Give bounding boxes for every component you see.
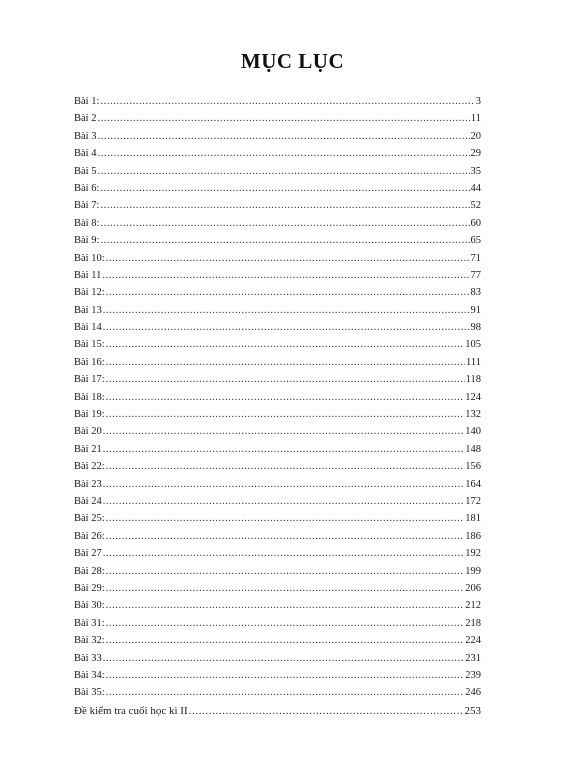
toc-entry-label: Bài 32: <box>74 635 105 647</box>
table-of-contents <box>74 93 481 720</box>
toc-entry-label: Bài 12: <box>74 287 105 299</box>
toc-entry-label: Bài 14 <box>74 322 102 334</box>
toc-entry-page-number: 105 <box>465 339 481 351</box>
toc-dot-leader <box>106 458 465 475</box>
toc-dot-leader <box>189 703 464 720</box>
toc-entry[interactable] <box>74 703 481 720</box>
toc-entry-page-number: 181 <box>465 513 481 525</box>
toc-entry-label: Bài 7: <box>74 200 100 212</box>
toc-entry-page-number: 224 <box>465 635 481 647</box>
toc-entry[interactable] <box>74 302 481 319</box>
toc-entry-page-number: 246 <box>465 687 481 699</box>
toc-entry-page-number: 29 <box>470 148 481 160</box>
toc-dot-leader <box>97 145 469 162</box>
toc-entry[interactable] <box>74 215 481 232</box>
toc-entry-page-number: 35 <box>470 165 481 177</box>
toc-entry-label: Bài 30: <box>74 600 105 612</box>
toc-entry-label: Bài 35: <box>74 687 105 699</box>
toc-dot-leader <box>100 180 469 197</box>
toc-dot-leader <box>106 563 465 580</box>
toc-dot-leader <box>103 476 465 493</box>
toc-entry-label: Bài 24 <box>74 495 102 507</box>
toc-dot-leader <box>106 250 470 267</box>
toc-entry-page-number: 3 <box>475 96 481 107</box>
toc-entry-page-number: 20 <box>470 130 481 142</box>
toc-entry[interactable] <box>74 128 481 145</box>
toc-entry-label: Bài 8: <box>74 217 100 229</box>
toc-dot-leader <box>106 528 465 545</box>
toc-entry-page-number: 83 <box>470 287 481 299</box>
toc-entry-page-number: 44 <box>470 182 481 194</box>
toc-entry[interactable] <box>74 684 481 701</box>
toc-entry[interactable] <box>74 528 481 545</box>
toc-entry[interactable] <box>74 563 481 580</box>
toc-entry-page-number: 172 <box>465 495 481 507</box>
toc-dot-leader <box>103 319 470 336</box>
toc-dot-leader <box>106 406 465 423</box>
toc-entry-label: Bài 6: <box>74 182 100 194</box>
toc-entry[interactable] <box>74 406 481 423</box>
toc-entry-label: Bài 1: <box>74 96 100 107</box>
toc-entry[interactable] <box>74 545 481 562</box>
toc-entry[interactable] <box>74 632 481 649</box>
toc-entry-page-number: 239 <box>465 669 481 681</box>
toc-entry-page-number: 253 <box>464 704 481 717</box>
toc-dot-leader <box>103 545 465 562</box>
toc-entry-label: Bài 13 <box>74 304 102 316</box>
toc-entry-page-number: 212 <box>465 600 481 612</box>
toc-entry-label: Bài 19: <box>74 409 105 421</box>
toc-entry-page-number: 140 <box>465 426 481 438</box>
toc-dot-leader <box>106 597 465 614</box>
toc-entry-page-number: 98 <box>470 322 481 334</box>
toc-entry-page-number: 71 <box>470 252 481 264</box>
toc-entry[interactable] <box>74 597 481 614</box>
toc-entry-page-number: 186 <box>465 530 481 542</box>
toc-entry[interactable] <box>74 667 481 684</box>
toc-entry-label: Bài 26: <box>74 530 105 542</box>
toc-entry-label: Bài 27 <box>74 548 102 560</box>
toc-entry[interactable] <box>74 493 481 510</box>
toc-entry[interactable] <box>74 510 481 527</box>
toc-entry-label: Bài 17: <box>74 374 105 386</box>
toc-entry-page-number: 77 <box>470 269 481 281</box>
toc-dot-leader <box>106 615 465 632</box>
toc-entry-label: Bài 21 <box>74 443 102 455</box>
toc-entry-page-number: 124 <box>465 391 481 403</box>
toc-entry-label: Bài 25: <box>74 513 105 525</box>
toc-entry-label: Bài 29: <box>74 582 105 594</box>
toc-entry-page-number: 91 <box>470 304 481 316</box>
toc-entry[interactable] <box>74 267 481 284</box>
toc-dot-leader <box>100 197 469 214</box>
toc-dot-leader <box>103 650 465 667</box>
toc-entry-label: Bài 5 <box>74 165 97 177</box>
toc-entry[interactable] <box>74 371 481 388</box>
toc-entry-label: Bài 22: <box>74 461 105 473</box>
toc-dot-leader <box>100 93 474 110</box>
toc-entry[interactable] <box>74 336 481 353</box>
toc-dot-leader <box>103 493 465 510</box>
toc-entry[interactable] <box>74 615 481 632</box>
toc-entry[interactable] <box>74 163 481 180</box>
toc-entry-page-number: 218 <box>465 617 481 629</box>
toc-entry[interactable] <box>74 250 481 267</box>
toc-entry-label: Bài 18: <box>74 391 105 403</box>
toc-entry-page-number: 52 <box>470 200 481 212</box>
toc-entry-page-number: 156 <box>465 461 481 473</box>
toc-dot-leader <box>97 163 469 180</box>
toc-entry-label: Bài 34: <box>74 669 105 681</box>
toc-entry-label: Bài 28: <box>74 565 105 577</box>
toc-entry-page-number: 118 <box>465 374 481 386</box>
toc-dot-leader <box>106 667 465 684</box>
toc-entry[interactable] <box>74 354 481 371</box>
toc-entry[interactable] <box>74 232 481 249</box>
toc-entry-label: Bài 33 <box>74 652 102 664</box>
toc-entry-label: Bài 4 <box>74 148 97 160</box>
toc-entry[interactable] <box>74 389 481 406</box>
toc-entry-page-number: 192 <box>465 548 481 560</box>
toc-dot-leader <box>103 441 465 458</box>
toc-entry-page-number: 132 <box>465 409 481 421</box>
toc-entry[interactable] <box>74 93 481 110</box>
toc-entry-label: Bài 15: <box>74 339 105 351</box>
toc-entry-page-number: 11 <box>470 113 481 125</box>
toc-entry-page-number: 206 <box>465 582 481 594</box>
toc-entry-label: Bài 11 <box>74 269 102 281</box>
toc-dot-leader <box>106 684 465 701</box>
toc-dot-leader <box>106 284 470 301</box>
toc-entry[interactable] <box>74 110 481 127</box>
toc-entry[interactable] <box>74 580 481 597</box>
toc-entry-page-number: 164 <box>465 478 481 490</box>
toc-dot-leader <box>106 580 465 597</box>
toc-entry-label: Bài 16: <box>74 356 105 368</box>
toc-entry-page-number: 148 <box>465 443 481 455</box>
toc-entry-label: Bài 20 <box>74 426 102 438</box>
toc-entry[interactable] <box>74 476 481 493</box>
toc-dot-leader <box>97 128 469 145</box>
toc-entry-page-number: 60 <box>470 217 481 229</box>
toc-dot-leader <box>100 215 469 232</box>
toc-dot-leader <box>106 510 465 527</box>
toc-dot-leader <box>97 110 469 127</box>
toc-entry-page-number: 231 <box>465 652 481 664</box>
toc-dot-leader <box>106 632 465 649</box>
toc-entry[interactable] <box>74 180 481 197</box>
toc-dot-leader <box>106 336 465 353</box>
toc-dot-leader <box>106 389 465 406</box>
toc-entry[interactable] <box>74 423 481 440</box>
toc-entry-label: Bài 3 <box>74 130 97 142</box>
page-title: MỤC LỤC <box>240 49 345 73</box>
toc-entry-label: Bài 23 <box>74 478 102 490</box>
toc-dot-leader <box>106 371 465 388</box>
toc-entry-page-number: 65 <box>470 235 481 247</box>
toc-entry[interactable] <box>74 319 481 336</box>
toc-entry[interactable] <box>74 145 481 162</box>
toc-dot-leader <box>106 354 465 371</box>
toc-entry-label: Bài 2 <box>74 113 97 125</box>
toc-entry[interactable] <box>74 650 481 667</box>
toc-entry-page-number: 199 <box>465 565 481 577</box>
toc-entry-page-number: 111 <box>466 356 481 368</box>
toc-entry-label: Bài 31: <box>74 617 105 629</box>
toc-entry-label: Bài 9: <box>74 235 100 247</box>
toc-dot-leader <box>103 423 465 440</box>
toc-entry[interactable] <box>74 458 481 475</box>
toc-entry[interactable] <box>74 284 481 301</box>
toc-dot-leader <box>102 267 469 284</box>
toc-entry-label: Đề kiểm tra cuối học kì II <box>74 704 188 717</box>
toc-dot-leader <box>103 302 470 319</box>
toc-entry-label: Bài 10: <box>74 252 105 264</box>
toc-entry[interactable] <box>74 441 481 458</box>
toc-entry[interactable] <box>74 197 481 214</box>
toc-dot-leader <box>100 232 469 249</box>
